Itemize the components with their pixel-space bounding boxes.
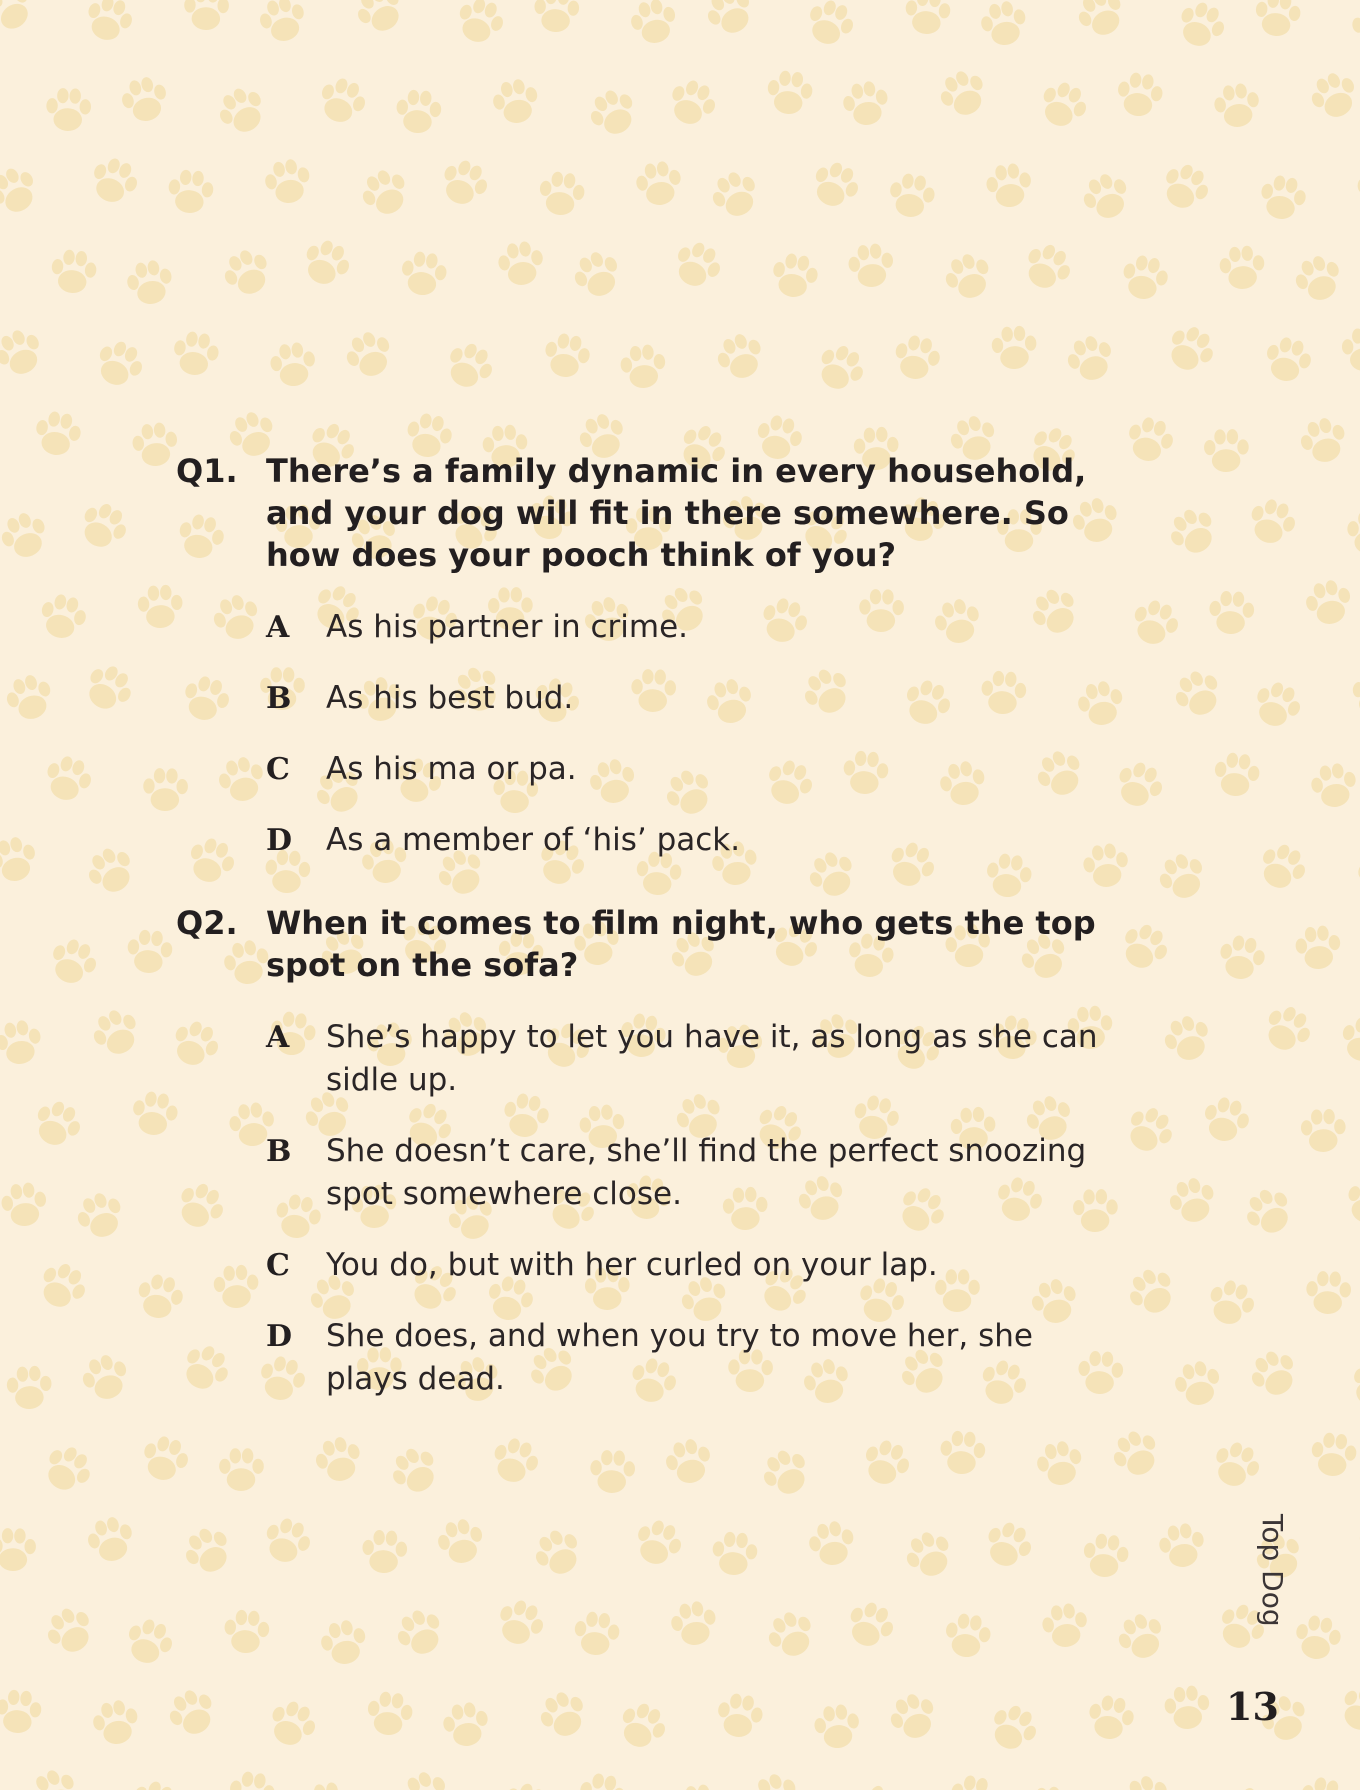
paw-print-icon bbox=[167, 168, 215, 214]
paw-print-icon bbox=[1081, 1532, 1131, 1580]
paw-print-icon bbox=[528, 1523, 588, 1583]
paw-print-icon bbox=[1204, 429, 1249, 473]
paw-print-icon bbox=[1071, 0, 1131, 43]
paw-print-icon bbox=[184, 0, 229, 30]
paw-print-icon bbox=[90, 1697, 143, 1748]
paw-print-icon bbox=[396, 1766, 455, 1790]
paw-print-icon bbox=[668, 1598, 720, 1648]
answer-list-1 bbox=[266, 606, 1136, 862]
paw-print-icon bbox=[1347, 511, 1360, 555]
paw-print-icon bbox=[533, 0, 580, 33]
paw-print-icon bbox=[1253, 0, 1303, 39]
paw-print-icon bbox=[668, 236, 727, 294]
paw-print-icon bbox=[129, 1089, 180, 1138]
paw-print-icon bbox=[1238, 1181, 1299, 1242]
paw-print-icon bbox=[46, 88, 92, 132]
paw-print-icon bbox=[496, 1777, 555, 1790]
answer-letter: B bbox=[266, 681, 292, 716]
answer-option bbox=[266, 677, 1136, 720]
paw-print-icon bbox=[361, 1529, 408, 1574]
paw-print-icon bbox=[385, 1441, 446, 1501]
paw-print-icon bbox=[1203, 1275, 1259, 1330]
paw-print-icon bbox=[1085, 1693, 1137, 1743]
answer-text: As a member of ‘his’ pack. bbox=[326, 822, 741, 858]
answer-letter: C bbox=[266, 752, 290, 787]
paw-print-icon bbox=[395, 89, 443, 135]
paw-print-icon bbox=[496, 239, 547, 288]
answer-letter: D bbox=[266, 823, 293, 858]
paw-print-icon bbox=[1308, 761, 1359, 811]
question-number: Q1. bbox=[176, 452, 238, 490]
page-number: 13 bbox=[1226, 1684, 1279, 1729]
paw-print-icon bbox=[904, 0, 952, 36]
paw-print-icon bbox=[1292, 1613, 1343, 1663]
paw-print-icon bbox=[1163, 502, 1224, 562]
paw-print-icon bbox=[1296, 413, 1352, 467]
paw-print-icon bbox=[1302, 576, 1356, 628]
paw-print-icon bbox=[1212, 81, 1263, 130]
answer-option bbox=[266, 606, 1136, 649]
paw-print-icon bbox=[33, 1257, 93, 1316]
paw-print-icon bbox=[1160, 319, 1221, 379]
answer-text: As his partner in crime. bbox=[326, 609, 689, 645]
paw-print-icon bbox=[268, 340, 318, 389]
paw-print-icon bbox=[452, 0, 509, 49]
paw-print-icon bbox=[1025, 1785, 1073, 1790]
question-number: Q2. bbox=[176, 904, 238, 942]
paw-print-icon bbox=[223, 1609, 271, 1655]
paw-print-icon bbox=[28, 1095, 87, 1153]
paw-print-icon bbox=[1112, 1608, 1171, 1666]
paw-print-icon bbox=[662, 1435, 716, 1488]
paw-print-icon bbox=[1354, 853, 1360, 903]
paw-print-icon bbox=[1341, 327, 1360, 371]
paw-print-icon bbox=[162, 1683, 222, 1742]
paw-print-icon bbox=[1115, 70, 1165, 119]
paw-print-icon bbox=[769, 251, 820, 301]
paw-print-icon bbox=[812, 1702, 862, 1751]
paw-print-icon bbox=[1356, 164, 1360, 211]
paw-print-icon bbox=[118, 73, 172, 126]
paw-print-icon bbox=[1346, 1357, 1360, 1413]
paw-print-icon bbox=[991, 325, 1039, 371]
answer-option bbox=[266, 1244, 1136, 1287]
paw-print-icon bbox=[627, 0, 681, 48]
paw-print-icon bbox=[1300, 1108, 1346, 1152]
paw-print-icon bbox=[77, 1350, 134, 1405]
paw-print-icon bbox=[262, 156, 315, 207]
paw-print-icon bbox=[590, 1450, 636, 1494]
answer-text: You do, but with her curled on your lap. bbox=[326, 1247, 938, 1283]
paw-print-icon bbox=[943, 1611, 993, 1660]
paw-print-icon bbox=[846, 242, 896, 290]
paw-print-icon bbox=[435, 154, 493, 211]
paw-print-icon bbox=[1341, 1175, 1360, 1229]
paw-print-icon bbox=[1062, 331, 1119, 387]
paw-print-icon bbox=[6, 1365, 53, 1410]
paw-print-icon bbox=[572, 1610, 621, 1657]
answer-text: She’s happy to let you have it, as long as she can sidle up. bbox=[326, 1019, 1098, 1098]
paw-print-icon bbox=[87, 1003, 146, 1062]
paw-print-icon bbox=[583, 83, 643, 142]
answer-text: As his best bud. bbox=[326, 680, 574, 716]
paw-print-icon bbox=[846, 1779, 906, 1790]
paw-print-icon bbox=[399, 249, 449, 298]
paw-print-icon bbox=[0, 323, 49, 381]
paw-print-icon bbox=[297, 234, 356, 292]
paw-print-icon bbox=[0, 161, 44, 221]
paw-print-icon bbox=[978, 0, 1031, 49]
paw-print-icon bbox=[212, 81, 273, 141]
paw-print-icon bbox=[899, 1525, 959, 1584]
paw-print-icon bbox=[1119, 252, 1172, 303]
paw-print-icon bbox=[633, 159, 684, 209]
paw-print-icon bbox=[1216, 933, 1268, 983]
paw-print-icon bbox=[806, 156, 865, 214]
paw-print-icon bbox=[49, 248, 98, 295]
question-1 bbox=[176, 450, 1136, 576]
paw-print-icon bbox=[45, 934, 102, 990]
paw-print-icon bbox=[984, 161, 1034, 210]
paw-print-icon bbox=[890, 332, 943, 384]
paw-print-icon bbox=[841, 1596, 900, 1654]
paw-print-icon bbox=[489, 76, 542, 128]
answer-letter: C bbox=[266, 1248, 290, 1283]
paw-print-icon bbox=[355, 163, 415, 222]
paw-print-icon bbox=[1077, 168, 1136, 226]
answer-letter: A bbox=[266, 1020, 290, 1055]
paw-print-icon bbox=[934, 64, 993, 123]
paw-print-icon bbox=[1294, 924, 1343, 971]
paw-print-icon bbox=[1165, 1173, 1221, 1227]
paw-print-icon bbox=[802, 0, 859, 51]
paw-print-icon bbox=[125, 1775, 184, 1790]
paw-print-icon bbox=[121, 1614, 178, 1670]
paw-print-icon bbox=[711, 1530, 759, 1576]
paw-print-icon bbox=[40, 1601, 101, 1661]
paw-print-icon bbox=[663, 75, 721, 132]
paw-print-icon bbox=[886, 171, 937, 220]
paw-print-icon bbox=[0, 833, 41, 886]
question-text: When it comes to film night, who gets the top spot on the sofa? bbox=[266, 904, 1096, 984]
paw-print-icon bbox=[0, 1688, 43, 1734]
paw-print-icon bbox=[390, 1603, 450, 1662]
paw-print-icon bbox=[1350, 671, 1360, 718]
paw-print-icon bbox=[1244, 1344, 1304, 1404]
paw-print-icon bbox=[840, 78, 892, 128]
paw-print-icon bbox=[491, 1595, 549, 1652]
paw-print-icon bbox=[440, 337, 499, 396]
paw-print-icon bbox=[1248, 677, 1306, 734]
answer-option bbox=[266, 1016, 1136, 1102]
paw-print-icon bbox=[40, 752, 96, 806]
paw-print-icon bbox=[227, 1769, 277, 1790]
paw-print-icon bbox=[806, 1518, 859, 1569]
answer-letter: B bbox=[266, 1134, 292, 1169]
paw-print-icon bbox=[1171, 1357, 1225, 1409]
paw-print-icon bbox=[259, 1513, 316, 1568]
paw-print-icon bbox=[762, 1605, 821, 1664]
paw-print-icon bbox=[124, 257, 176, 307]
paw-print-icon bbox=[714, 1691, 765, 1740]
paw-print-icon bbox=[350, 0, 411, 40]
paw-print-icon bbox=[434, 1515, 488, 1567]
paw-print-icon bbox=[170, 329, 221, 378]
answer-text: She does, and when you try to move her, she plays dead. bbox=[326, 1318, 1033, 1397]
paw-print-icon bbox=[1257, 999, 1317, 1059]
paw-print-icon bbox=[1018, 238, 1078, 297]
paw-print-icon bbox=[90, 335, 149, 393]
question-2 bbox=[176, 902, 1136, 986]
paw-print-icon bbox=[314, 73, 371, 129]
paw-print-icon bbox=[1216, 1780, 1276, 1790]
question-text: There’s a family dynamic in every household, and your dog will fit in there somewhere. So how does your pooch think of you? bbox=[266, 452, 1087, 574]
paw-print-icon bbox=[81, 841, 142, 901]
paw-print-icon bbox=[74, 497, 134, 556]
paw-print-icon bbox=[1305, 67, 1360, 125]
paw-print-icon bbox=[1034, 76, 1093, 134]
paw-print-icon bbox=[1218, 244, 1266, 290]
paw-print-icon bbox=[746, 1768, 804, 1790]
paw-print-icon bbox=[984, 1699, 1043, 1758]
paw-print-icon bbox=[365, 1690, 415, 1738]
paw-print-icon bbox=[706, 165, 765, 223]
paw-print-icon bbox=[218, 243, 277, 302]
paw-print-icon bbox=[440, 1700, 491, 1750]
paw-print-icon bbox=[1163, 1684, 1212, 1731]
paw-print-icon bbox=[939, 248, 997, 305]
paw-print-icon bbox=[613, 1697, 672, 1755]
answer-letter: D bbox=[266, 1319, 293, 1354]
paw-print-icon bbox=[263, 1695, 321, 1752]
paw-print-icon bbox=[568, 246, 627, 304]
paw-print-icon bbox=[37, 1439, 98, 1499]
paw-print-icon bbox=[1212, 751, 1262, 799]
running-title: Top Dog bbox=[1256, 1514, 1289, 1627]
paw-print-icon bbox=[25, 1763, 84, 1790]
paw-print-icon bbox=[1208, 590, 1255, 635]
paw-print-icon bbox=[979, 1516, 1037, 1573]
paw-print-icon bbox=[1207, 1437, 1265, 1494]
paw-print-icon bbox=[36, 591, 90, 643]
quiz-content bbox=[176, 450, 1136, 1441]
answer-option bbox=[266, 748, 1136, 791]
paw-print-icon bbox=[1337, 1014, 1360, 1066]
paw-print-icon bbox=[86, 153, 143, 209]
paw-print-icon bbox=[0, 1181, 49, 1229]
paw-print-icon bbox=[1153, 848, 1212, 906]
paw-print-icon bbox=[1306, 1271, 1352, 1315]
paw-print-icon bbox=[1253, 838, 1312, 896]
paw-print-icon bbox=[71, 1187, 129, 1244]
paw-print-icon bbox=[700, 0, 760, 42]
paw-print-icon bbox=[1296, 1774, 1350, 1790]
paw-print-icon bbox=[1244, 494, 1300, 549]
paw-print-icon bbox=[1033, 1438, 1086, 1490]
paw-print-icon bbox=[765, 69, 814, 116]
answer-list-2 bbox=[266, 1016, 1136, 1401]
paw-print-icon bbox=[83, 1513, 138, 1566]
paw-print-icon bbox=[1334, 1680, 1360, 1739]
paw-print-icon bbox=[947, 1772, 1000, 1790]
paw-print-icon bbox=[32, 409, 83, 459]
paw-print-icon bbox=[1350, 1518, 1360, 1576]
paw-print-icon bbox=[1118, 1770, 1175, 1790]
paw-print-icon bbox=[537, 170, 587, 218]
paw-print-icon bbox=[2, 670, 58, 725]
paw-print-icon bbox=[487, 1433, 543, 1488]
paw-print-icon bbox=[811, 339, 871, 398]
paw-print-icon bbox=[78, 658, 139, 718]
answer-text: She doesn’t care, she’ll find the perfect snoozing spot somewhere close. bbox=[326, 1133, 1087, 1212]
paw-print-icon bbox=[317, 1617, 370, 1669]
paw-print-icon bbox=[541, 331, 593, 381]
paw-print-icon bbox=[0, 0, 40, 38]
paw-print-icon bbox=[0, 1528, 36, 1572]
paw-print-icon bbox=[0, 507, 53, 564]
paw-print-icon bbox=[1156, 158, 1215, 217]
answer-option bbox=[266, 1130, 1136, 1216]
paw-print-icon bbox=[534, 1685, 593, 1743]
paw-print-icon bbox=[619, 343, 668, 390]
paw-print-icon bbox=[1349, 1, 1360, 51]
paw-print-icon bbox=[1168, 664, 1228, 723]
paw-print-icon bbox=[1040, 1601, 1091, 1650]
paw-print-icon bbox=[1261, 333, 1315, 386]
paw-print-icon bbox=[1257, 173, 1309, 223]
answer-option bbox=[266, 819, 1136, 862]
paw-print-icon bbox=[130, 421, 180, 469]
paw-print-icon bbox=[126, 928, 174, 974]
paw-print-icon bbox=[178, 1521, 239, 1581]
paw-print-icon bbox=[255, 0, 310, 46]
paw-print-icon bbox=[340, 326, 399, 384]
paw-print-icon bbox=[712, 328, 770, 385]
paw-print-icon bbox=[81, 0, 137, 46]
paw-print-icon bbox=[1309, 1431, 1358, 1478]
paw-print-icon bbox=[1159, 1010, 1216, 1066]
answer-text: As his ma or pa. bbox=[326, 751, 577, 787]
paw-print-icon bbox=[1172, 0, 1230, 54]
paw-print-icon bbox=[630, 1515, 687, 1571]
paw-print-icon bbox=[674, 1783, 724, 1790]
paw-print-icon bbox=[576, 1771, 627, 1790]
paw-print-icon bbox=[1199, 1093, 1253, 1146]
answer-option bbox=[266, 1315, 1136, 1401]
paw-print-icon bbox=[756, 1443, 817, 1503]
paw-print-icon bbox=[858, 1435, 915, 1491]
paw-print-icon bbox=[1290, 250, 1347, 306]
paw-print-icon bbox=[219, 1448, 264, 1491]
paw-print-icon bbox=[1156, 1521, 1207, 1571]
paw-print-icon bbox=[0, 1017, 45, 1067]
paw-print-icon bbox=[884, 1688, 943, 1746]
answer-letter: A bbox=[266, 610, 290, 645]
paw-print-icon bbox=[303, 1780, 354, 1790]
